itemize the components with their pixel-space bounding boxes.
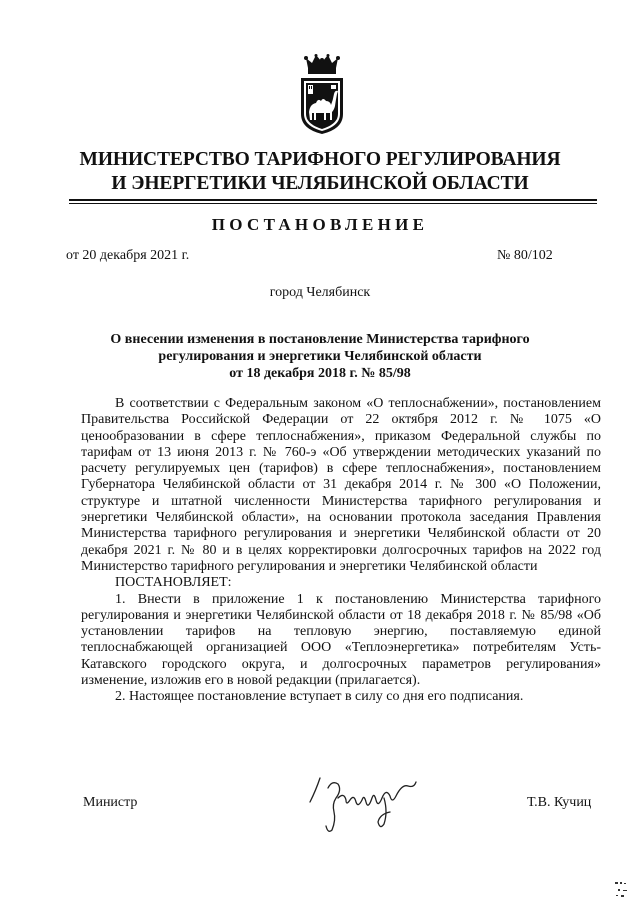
header-rule-thick	[69, 199, 597, 201]
document-title	[0, 331, 640, 382]
document-body	[81, 396, 601, 706]
resolves-heading: ПОСТАНОВЛЯЕТ:	[115, 575, 232, 591]
document-title-line1: О внесении изменения в постановление Министерства тарифного	[110, 332, 530, 347]
item-1-paragraph: 1. Внести в приложение 1 к постановлению Министерства тарифного регулирования и энергетики Челябинской области от 18 декабря 2018 г. № 85/98 «Об установлении тарифов на тепловую энергию, поставляемую единой теплоснабжающей организацией ООО «Теплоэнергетика» потребителям Усть-Катавского городского округа, и долгосрочных параметров регулирования» изменение, изложив его в новой редакции (прилагается).	[81, 591, 601, 689]
document-title-line3: от 18 декабря 2018 г. № 85/98	[229, 366, 411, 381]
signer-title: Министр	[83, 795, 138, 810]
scan-mark-icon	[614, 876, 630, 898]
preamble-paragraph: В соответствии с Федеральным законом «О теплоснабжении», постановлением Правительства Российской Федерации от 22 октября 2012 г. № 1075 «О ценообразовании в сфере теплоснабжения», приказом Федеральной службы по тарифам от 13 июня 2013 г. № 760-э «Об утверждении методических указаний по расчету регулируемых цен (тарифов) в сфере теплоснабжения», постановлением Губернатора Челябинской области от 31 декабря 2014 г. № 300 «О Положении, структуре и штатной численности Министерства тарифного регулирования и энергетики Челябинской области», на основании протокола заседания Правления Министерства тарифного регулирования и энергетики Челябинской области от 20 декабря 2021 г. № 80 и в целях корректировки долгосрочных тарифов на 2022 год Министерство тарифного регулирования и энергетики Челябинской области	[81, 396, 601, 574]
signer-name: Т.В. Кучиц	[527, 795, 592, 810]
handwritten-signature-icon	[298, 768, 428, 834]
document-date: от 20 декабря 2021 г.	[66, 248, 190, 263]
document-number: № 80/102	[497, 248, 553, 263]
ministry-name-line2: И ЭНЕРГЕТИКИ ЧЕЛЯБИНСКОЙ ОБЛАСТИ	[111, 173, 529, 194]
header-rule-thin	[69, 203, 597, 204]
document-title-line2: регулирования и энергетики Челябинской области	[158, 349, 482, 364]
item-2-paragraph: 2. Настоящее постановление вступает в силу со дня его подписания.	[115, 689, 524, 705]
ministry-name-line1: МИНИСТЕРСТВО ТАРИФНОГО РЕГУЛИРОВАНИЯ	[79, 149, 561, 170]
coat-of-arms-icon	[294, 54, 350, 136]
document-city: город Челябинск	[269, 285, 371, 300]
document-type: ПОСТАНОВЛЕНИЕ	[211, 215, 429, 234]
ministry-name	[0, 148, 640, 196]
